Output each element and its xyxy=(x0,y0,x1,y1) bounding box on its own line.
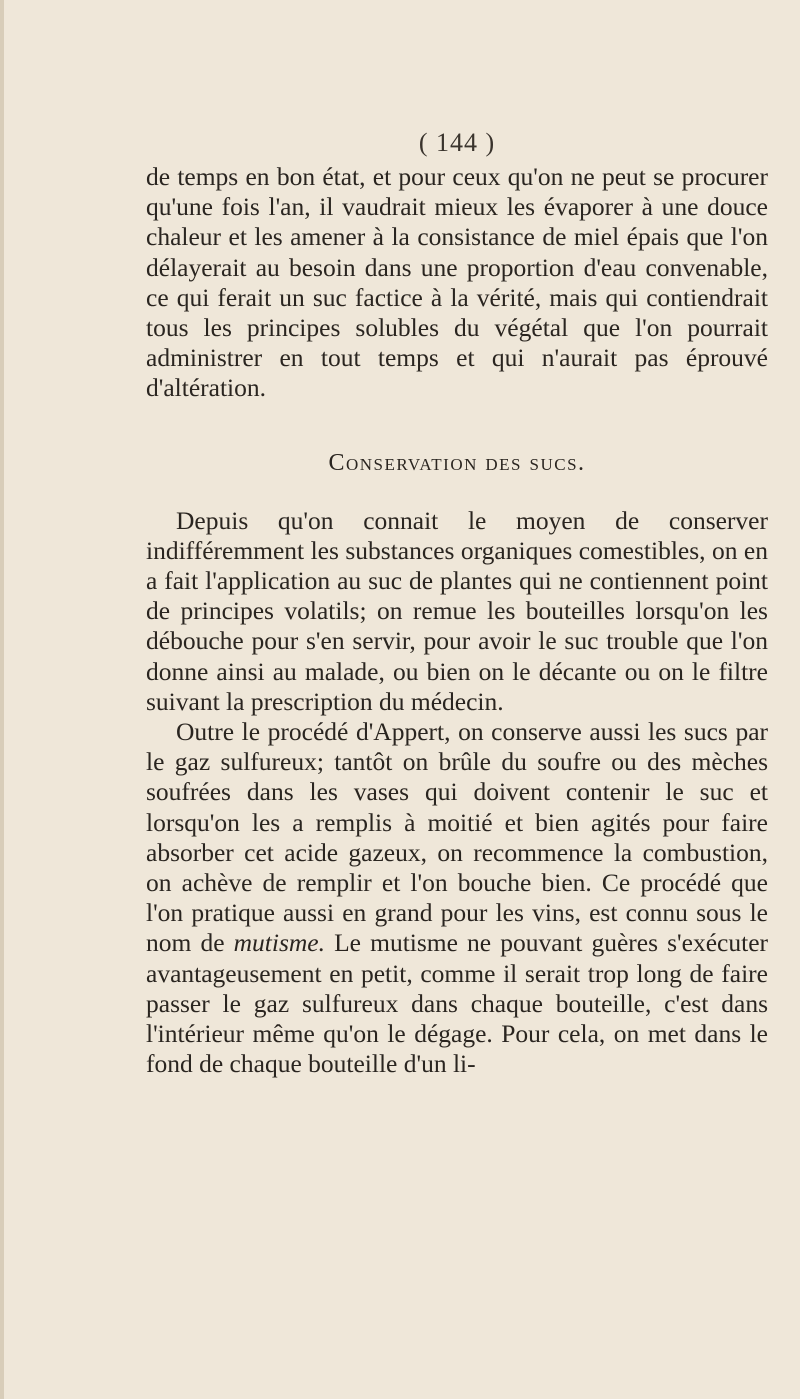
italic-term: mutisme. xyxy=(233,928,325,958)
page-number: ( 144 ) xyxy=(418,128,496,157)
book-page xyxy=(146,128,768,1079)
section-title: Conservation des sucs. xyxy=(328,449,586,476)
paragraph-1: Depuis qu'on connait le moyen de conserver indifféremment les substances organiques comestibles, on en a fait l'application au suc de plantes qui ne contiennent point de principes volatils; on remue les bouteilles lorsqu'on les débouche pour s'en servir, pour avoir le suc trouble que l'on donne ainsi au malade, ou bien on le décante ou on le filtre suivant la prescription du médecin. xyxy=(146,505,768,716)
opening-paragraph: de temps en bon état, et pour ceux qu'on ne peut se procurer qu'une fois l'an, il vaudrait mieux les évaporer à une douce chaleur et les amener à la consistance de miel épais que l'on délayerait au besoin dans une proportion d'eau convenable, ce qui ferait un suc factice à la vérité, mais qui contiendrait tous les principes solubles du végétal que l'on pourrait administrer en tout temps et qui n'aurait pas éprouvé d'altération. xyxy=(146,162,768,403)
paragraph-2-before: Outre le procédé d'Appert, on conserve aussi les sucs par le gaz sulfureux; tantôt on brûle du soufre ou des mèches soufrées dans les vases qui doivent contenir le suc et lorsqu'on les a remplis à moitié et bien agités pour faire absorber cet acide gazeux, on recommence la combustion, on achève de remplir et l'on bouche bien. Ce procédé que l'on pratique aussi en grand pour les vins, est connu sous le nom de xyxy=(146,717,768,958)
text-block xyxy=(146,162,768,1079)
page-edge xyxy=(0,0,4,1399)
paragraph-2-after: Le mutisme ne pouvant guères s'exécuter avantageusement en petit, comme il serait trop long de faire passer le gaz sulfureux dans chaque bouteille, c'est dans l'intérieur même qu'on le dégage. Pour cela, on met dans le fond de chaque bouteille d'un li- xyxy=(146,928,768,1079)
paragraph-2 xyxy=(146,717,768,1079)
